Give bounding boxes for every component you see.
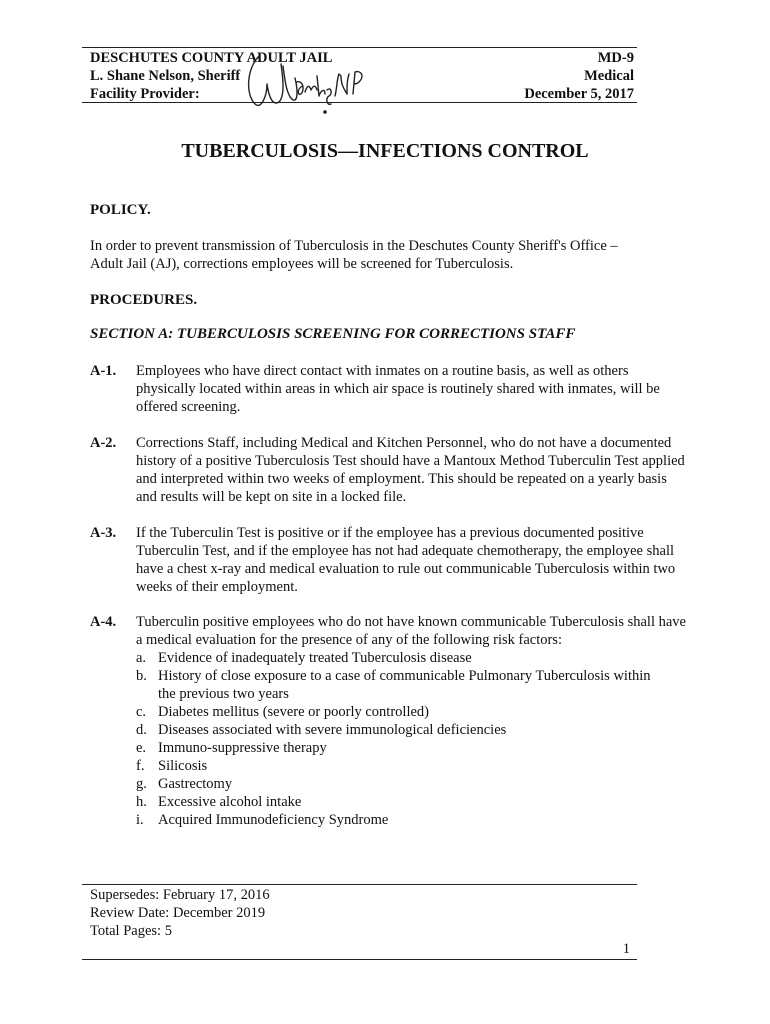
item-text: If the Tuberculin Test is positive or if the employee has a previous documented positive Tuberculin Test, and if the employee has not had adequate chemotherapy, the employee shall have a chest x-ray and medical evaluation to rule out communicable Tuberculosis within two weeks of their employment. — [136, 525, 676, 595]
risk-factor-list — [136, 649, 656, 829]
list-letter: c. — [136, 704, 147, 720]
policy-heading: POLICY. — [90, 202, 151, 218]
review-date: Review Date: December 2019 — [90, 905, 266, 921]
list-item — [136, 757, 656, 775]
list-item — [136, 703, 656, 721]
item-number: A-2. — [90, 435, 117, 451]
list-text: Acquired Immunodeficiency Syndrome — [158, 812, 389, 828]
list-text: Diseases associated with severe immunological deficiencies — [158, 722, 507, 738]
list-item — [136, 739, 656, 757]
list-letter: h. — [136, 794, 147, 810]
list-item — [136, 775, 656, 793]
item-text: Tuberculin positive employees who do not have known communicable Tuberculosis shall have a medical evaluation for the presence of any of the following risk factors: — [136, 614, 686, 648]
list-text: Gastrectomy — [158, 776, 233, 792]
section-a-title: SECTION A: TUBERCULOSIS SCREENING FOR CORRECTIONS STAFF — [90, 326, 576, 342]
provider-signature — [237, 46, 367, 116]
footer-top-rule — [82, 884, 637, 885]
list-text: History of close exposure to a case of communicable Pulmonary Tuberculosis within the previous two years — [158, 668, 651, 702]
list-text: Diabetes mellitus (severe or poorly controlled) — [158, 704, 429, 720]
list-text: Immuno-suppressive therapy — [158, 740, 327, 756]
policy-category: Medical — [584, 68, 634, 84]
policy-date: December 5, 2017 — [524, 86, 634, 102]
policy-number: MD-9 — [597, 50, 634, 66]
item-number: A-1. — [90, 363, 117, 379]
list-item — [136, 667, 656, 703]
item-text: Corrections Staff, including Medical and Kitchen Personnel, who do not have a documented history of a positive Tuberculosis Test should have a Mantoux Method Tuberculin Test applied and interpreted within two weeks of employment. This should be repeated on a yearly basis and results will be kept on site in a locked file. — [136, 435, 685, 505]
list-item — [136, 721, 656, 739]
provider-label: Facility Provider: — [90, 86, 200, 102]
total-pages: Total Pages: 5 — [90, 923, 172, 939]
list-text: Evidence of inadequately treated Tuberculosis disease — [158, 650, 472, 666]
item-number: A-3. — [90, 525, 117, 541]
document-title: TUBERCULOSIS—INFECTIONS CONTROL — [181, 140, 589, 162]
list-item — [136, 811, 656, 829]
list-item — [136, 649, 656, 667]
list-letter: f. — [136, 758, 145, 774]
list-letter: i. — [136, 812, 144, 828]
policy-text: In order to prevent transmission of Tuberculosis in the Deschutes County Sheriff's Office – Adult Jail (AJ), corrections employees will be screened for Tuberculosis. — [90, 238, 618, 272]
footer-bottom-rule — [82, 959, 637, 960]
supersedes-date: Supersedes: February 17, 2016 — [90, 887, 270, 903]
list-text: Excessive alcohol intake — [158, 794, 302, 810]
list-letter: e. — [136, 740, 147, 756]
facility-name: DESCHUTES COUNTY ADULT JAIL — [90, 50, 333, 66]
list-letter: a. — [136, 650, 147, 666]
list-text: Silicosis — [158, 758, 208, 774]
page-number: 1 — [622, 941, 630, 957]
list-letter: b. — [136, 668, 147, 684]
item-number: A-4. — [90, 614, 117, 630]
procedures-heading: PROCEDURES. — [90, 292, 198, 308]
sheriff-name: L. Shane Nelson, Sheriff — [90, 68, 241, 84]
list-letter: g. — [136, 776, 147, 792]
list-item — [136, 793, 656, 811]
list-letter: d. — [136, 722, 147, 738]
item-text: Employees who have direct contact with inmates on a routine basis, as well as others physically located within areas in which air space is routinely shared with inmates, will be offered screening. — [136, 363, 660, 415]
